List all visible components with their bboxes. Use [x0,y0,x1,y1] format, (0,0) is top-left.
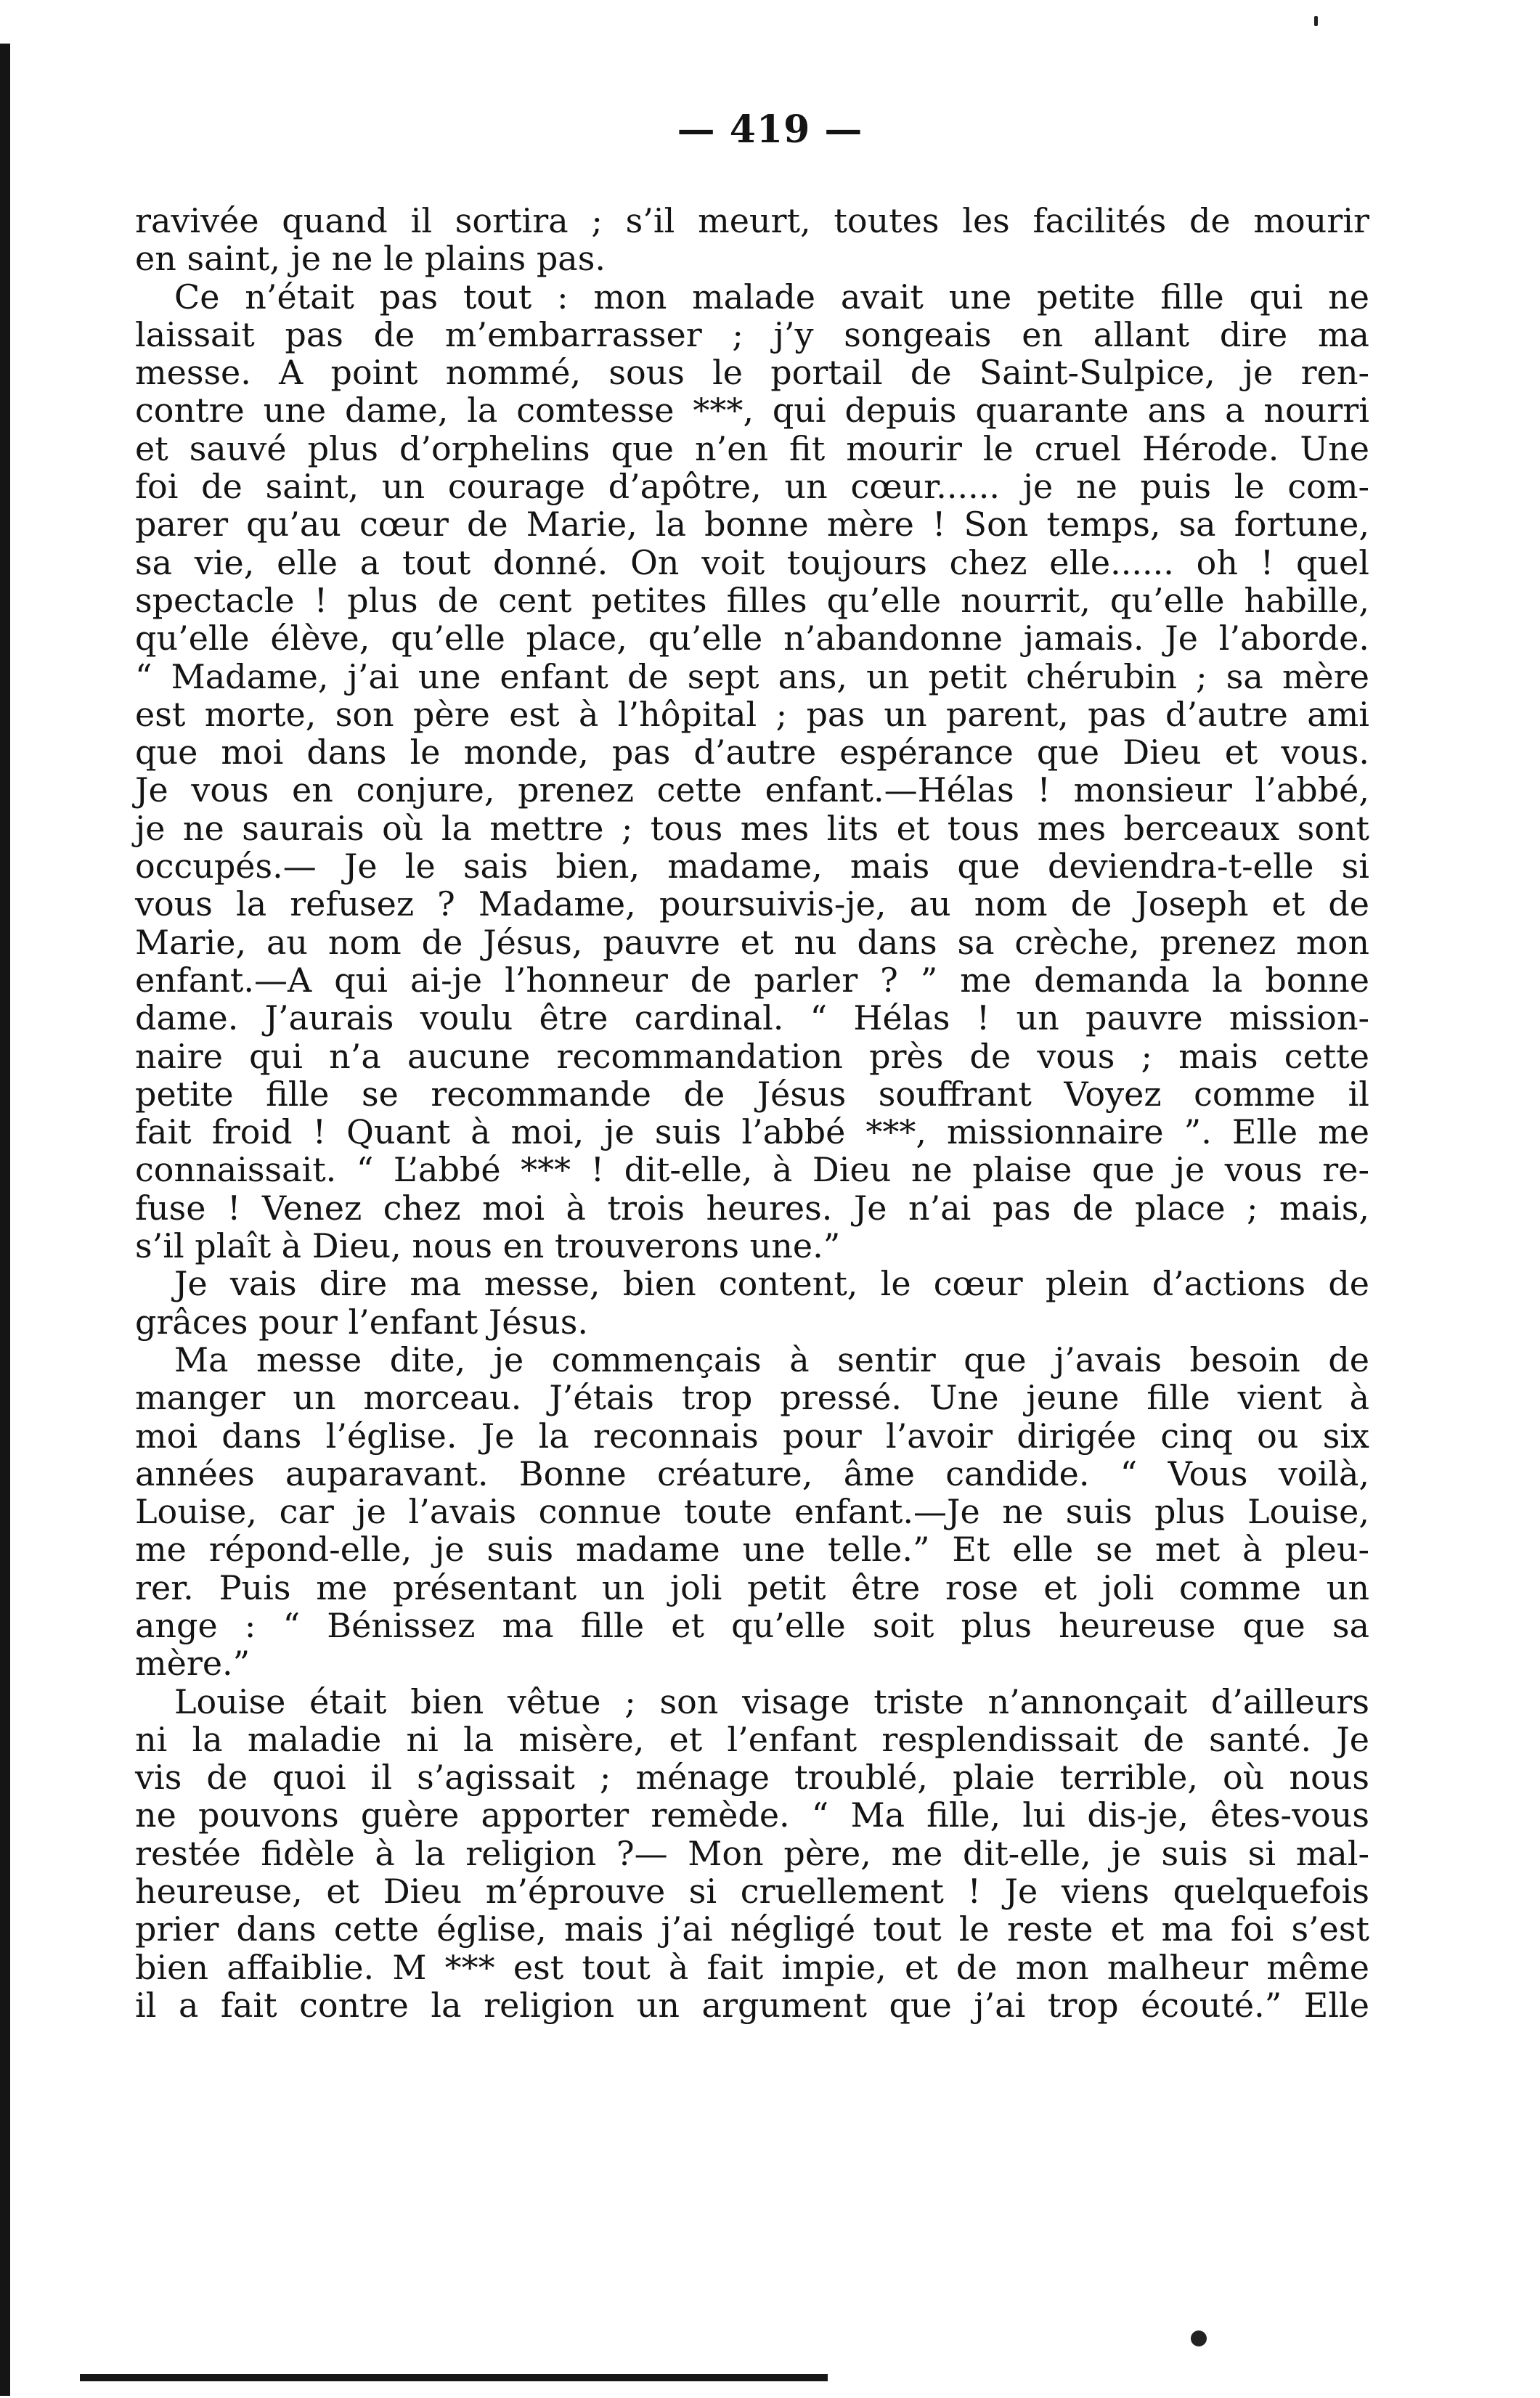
text-line: me répond-elle, je suis madame une telle.” Et elle se met à pleu- [135,1530,1369,1570]
body-text [135,202,1369,2024]
text-line: Louise, car je l’avais connue toute enfant.—Je ne suis plus Louise, [135,1492,1369,1532]
text-line: parer qu’au cœur de Marie, la bonne mère ! Son temps, sa fortune, [135,505,1369,545]
text-line: mère.” [135,1644,250,1684]
text-line: ne pouvons guère apporter remède. “ Ma fille, lui dis-je, êtes-vous [135,1795,1369,1835]
paragraph-4 [135,1341,1369,1683]
text-line: manger un morceau. J’étais trop pressé. Une jeune fille vient à [135,1378,1369,1418]
text-line: grâces pour l’enfant Jésus. [135,1302,588,1342]
text-line: vous la refusez ? Madame, poursuivis-je, au nom de Joseph et de [135,884,1369,924]
text-line: années auparavant. Bonne créature, âme candide. “ Vous voilà, [135,1453,1369,1493]
paragraph-1 [135,202,1369,278]
text-line: est morte, son père est à l’hôpital ; pas un parent, pas d’autre ami [135,694,1369,734]
text-line: moi dans l’église. Je la reconnais pour l’avoir dirigée cinq ou six [135,1416,1369,1456]
text-line: contre une dame, la comtesse ***, qui depuis quarante ans a nourri [135,391,1369,431]
text-line: vis de quoi il s’agissait ; ménage troublé, plaie terrible, où nous [135,1758,1369,1798]
text-line: dame. J’aurais voulu être cardinal. “ Hélas ! un pauvre mission- [135,998,1369,1038]
text-line: ni la maladie ni la misère, et l’enfant resplendissait de santé. Je [135,1719,1369,1759]
text-line: Louise était bien vêtue ; son visage triste n’annonçait d’ailleurs [174,1681,1369,1721]
text-line: et sauvé plus d’orphelins que n’en fit mourir le cruel Hérode. Une [135,428,1369,468]
binding-edge-shadow [0,44,10,2396]
text-line: prier dans cette église, mais j’ai négligé tout le reste et ma foi s’est [135,1909,1369,1949]
text-line: heureuse, et Dieu m’éprouve si cruellement ! Je viens quelquefois [135,1872,1369,1912]
text-line: ravivée quand il sortira ; s’il meurt, toutes les facilités de mourir [135,201,1369,240]
text-line: bien affaiblie. M *** est tout à fait impie, et de mon malheur même [135,1947,1369,1987]
text-line: fait froid ! Quant à moi, je suis l’abbé ***, missionnaire ”. Elle me [135,1112,1369,1152]
bottom-rule [80,2374,828,2381]
text-line: Je vais dire ma messe, bien content, le cœur plein d’actions de [174,1264,1369,1304]
text-line: Marie, au nom de Jésus, pauvre et nu dans sa crèche, prenez mon [135,922,1369,962]
text-line: rer. Puis me présentant un joli petit être rose et joli comme un [135,1567,1369,1607]
text-line: Ce n’était pas tout : mon malade avait une petite fille qui ne [174,277,1369,317]
paragraph-3 [135,1265,1369,1341]
text-line: occupés.— Je le sais bien, madame, mais que deviendra-t-elle si [135,847,1369,886]
ink-speck [1314,16,1318,26]
text-line: restée fidèle à la religion ?— Mon père, me dit-elle, je suis si mal- [135,1833,1369,1873]
text-line: foi de saint, un courage d’apôtre, un cœur...... je ne puis le com- [135,467,1369,507]
ink-speck [1191,2330,1207,2346]
text-line: spectacle ! plus de cent petites filles qu’elle nourrit, qu’elle habille, [135,580,1369,620]
text-line: connaissait. “ L’abbé *** ! dit-elle, à Dieu ne plaise que je vous re- [135,1150,1369,1190]
text-line: il a fait contre la religion un argument que j’ai trop écouté.” Elle [135,1985,1369,2025]
text-line: naire qui n’a aucune recommandation près de vous ; mais cette [135,1036,1369,1076]
text-line: sa vie, elle a tout donné. On voit toujours chez elle...... oh ! quel [135,542,1369,582]
text-line: fuse ! Venez chez moi à trois heures. Je n’ai pas de place ; mais, [135,1188,1369,1228]
text-line: Ma messe dite, je commençais à sentir que j’avais besoin de [174,1339,1369,1379]
text-line: petite fille se recommande de Jésus souffrant Voyez comme il [135,1074,1369,1114]
text-line: laissait pas de m’embarrasser ; j’y songeais en allant dire ma [135,314,1369,354]
text-line: messe. A point nommé, sous le portail de Saint-Sulpice, je ren- [135,353,1369,393]
paragraph-5 [135,1683,1369,2025]
page-number: — 419 — [677,107,863,152]
paragraph-2 [135,278,1369,1265]
text-line: s’il plaît à Dieu, nous en trouverons une.” [135,1226,841,1266]
text-line: qu’elle élève, qu’elle place, qu’elle n’abandonne jamais. Je l’aborde. [135,619,1369,658]
text-line: que moi dans le monde, pas d’autre espérance que Dieu et vous. [135,733,1369,772]
text-line: en saint, je ne le plains pas. [135,239,606,279]
text-line: “ Madame, j’ai une enfant de sept ans, un petit chérubin ; sa mère [135,656,1369,696]
text-line: Je vous en conjure, prenez cette enfant.—Hélas ! monsieur l’abbé, [135,770,1369,810]
text-line: je ne saurais où la mettre ; tous mes lits et tous mes berceaux sont [135,808,1369,848]
text-line: enfant.—A qui ai-je l’honneur de parler ? ” me demanda la bonne [135,960,1369,1000]
text-line: ange : “ Bénissez ma fille et qu’elle soit plus heureuse que sa [135,1605,1369,1645]
